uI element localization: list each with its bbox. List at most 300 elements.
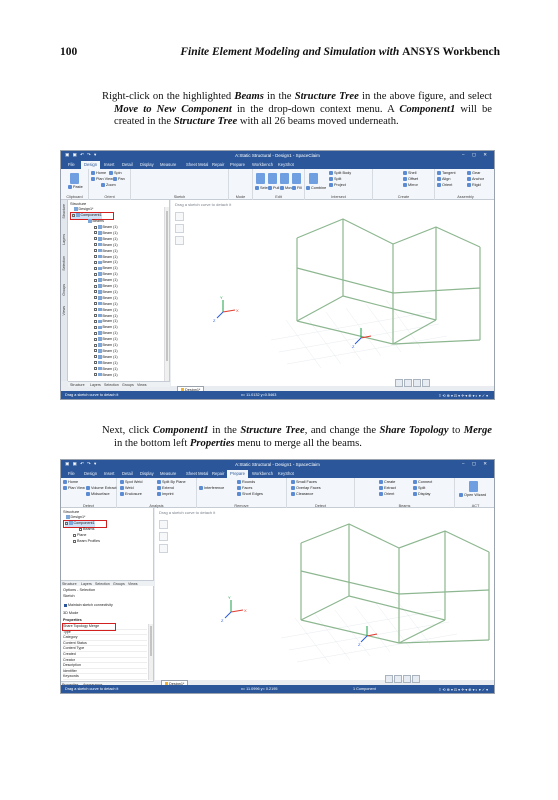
ribbon-group-label: Orient [104,195,115,199]
tree-root[interactable]: Design1* [66,515,85,522]
anchor-button[interactable]: Anchor [467,177,484,181]
property-row[interactable]: Content Type [63,646,147,652]
tree-plane[interactable]: Plane [73,533,86,540]
beam-icon [98,225,102,229]
quick-access-toolbar[interactable]: ▣ ▣ ↶ ↷ ▾ [65,152,98,157]
ribbon-group-label: Detect [315,504,326,508]
document-tab[interactable]: Design1* [161,680,188,686]
menu-measure[interactable]: Measure [160,471,177,476]
panel-tab-structure[interactable]: Structure [70,383,85,387]
frame-beams [301,524,489,643]
home-button[interactable]: Home [63,480,78,484]
side-tab-groups[interactable]: Groups [62,284,66,296]
window-controls[interactable]: – ▢ ✕ [461,461,490,466]
beam-icon [98,284,102,288]
side-tabs [61,200,68,381]
status-selection-count: 1 Component [353,687,376,691]
tree-beams[interactable]: Beams [88,219,104,226]
visibility-checkbox[interactable] [94,261,97,264]
beam-icon [98,302,102,306]
property-row[interactable]: Keywords [63,674,147,680]
beam-icon [98,320,102,324]
beam-label: Beam (1) [102,225,118,229]
extend-button[interactable]: Extend [157,486,174,490]
status-coordinates: x= 11.0132 y=0.5463 [241,393,277,397]
combine-icon[interactable] [309,173,318,184]
status-message: Drag a sketch curve to detach it [65,393,119,397]
visibility-checkbox[interactable] [94,302,97,305]
running-head-italic: Finite Element Modeling and Simulation with [180,46,403,58]
window-title: A:Static Structural - Design1 - SpaceClaim [235,462,320,467]
beam-label: Beam (1) [102,348,118,353]
beam-label: Beam (1) [102,254,118,259]
3d-viewport[interactable] [171,200,495,386]
svg-text:Y: Y [228,595,231,600]
3d-viewport[interactable] [155,508,495,680]
beam-label: Beam (1) [102,313,118,318]
view-tool-icon[interactable] [385,675,393,683]
visibility-checkbox[interactable] [94,273,97,276]
fill-button[interactable]: Fill [292,186,302,190]
menu-detail[interactable]: Detail [122,162,133,167]
mirror-button[interactable]: Mirror [403,183,418,187]
menu-display[interactable]: Display [140,162,154,167]
pan-button[interactable]: Pan [113,177,125,181]
visibility-checkbox[interactable] [94,226,97,229]
beam-label: Beam (1) [102,230,118,235]
panel-tabs [61,580,154,586]
ribbon-group-beams [355,478,455,509]
page-number: 100 [60,46,78,58]
property-row[interactable]: Content Status [63,641,147,647]
drag-hint: Drag a sketch curve to detach it [175,202,232,207]
view-tool-icon[interactable] [395,379,403,387]
paste-icon[interactable] [70,173,79,184]
visibility-checkbox[interactable] [94,308,97,311]
visibility-checkbox[interactable] [94,367,97,370]
beam-icon [98,278,102,282]
beam-icon [98,337,102,341]
visibility-checkbox[interactable] [94,332,97,335]
midsurface-button[interactable]: Midsurface [86,492,110,496]
visibility-checkbox[interactable] [94,243,97,246]
status-toolbar[interactable]: ⇧ ⟲ ⊕ ▾ ⊡ ▾ ✛ ▾ ⊕ ▾ ◐ ▾ ✓ ▾ [438,688,488,692]
visibility-checkbox[interactable] [79,528,82,531]
tree-root[interactable]: Design1* [74,207,93,214]
beam-label: Beam (1) [102,319,118,324]
beam-icon [98,261,102,265]
open-wizard-button[interactable]: Open Wizard [459,493,486,497]
beams-icon [88,219,92,223]
view-tool-icon[interactable] [394,675,402,683]
share-topology-row[interactable]: Share Topology Merge [63,624,147,630]
weld-button[interactable]: Weld [120,486,134,490]
create-button[interactable]: Create [379,480,395,484]
visibility-checkbox[interactable] [94,255,97,258]
beam-icon [98,296,102,300]
beam-label: Beam (1) [102,295,118,300]
beam-label: Beam (1) [102,337,118,342]
menu-bar [61,469,494,478]
beam-icon [98,367,102,371]
panel-tab-selection[interactable]: Selection [104,383,119,387]
side-tab-views[interactable]: Views [62,306,66,316]
tree-beams[interactable]: Beams [79,527,94,534]
combine-button[interactable]: Combine [306,186,326,190]
menu-workbench[interactable]: Workbench [252,162,274,167]
screenshot-structure-tree [60,150,495,400]
status-bar [61,391,494,399]
property-row[interactable]: Creator [63,658,147,664]
visibility-checkbox[interactable] [94,338,97,341]
menu-measure[interactable]: Measure [160,162,177,167]
property-row[interactable]: Identifier [63,669,147,675]
tree-component1[interactable]: Component1 [72,213,102,220]
move-icon[interactable] [280,173,289,184]
fill-icon[interactable] [292,173,301,184]
visibility-checkbox[interactable] [94,355,97,358]
screenshot-properties-merge [60,459,495,694]
visibility-checkbox[interactable] [94,320,97,323]
beam-label: Beam (1) [102,307,118,312]
options-3d-mode[interactable]: 3D Mode [63,611,79,615]
quick-access-toolbar[interactable]: ▣ ▣ ↶ ↷ ▾ [65,461,98,466]
document-tab[interactable]: Design1* [177,386,204,392]
beam-label: Beam (1) [102,366,118,371]
tree-scrollbar-thumb[interactable] [166,211,168,361]
window-controls[interactable]: – ▢ ✕ [461,152,490,157]
interference-button[interactable]: Interference [199,486,224,490]
beam-icon [98,326,102,330]
panel-tabs [68,381,170,387]
beam-icon [98,361,102,365]
visibility-checkbox[interactable] [94,349,97,352]
properties-title: Properties [63,618,82,622]
orient-button[interactable]: Orient [437,183,452,187]
panel-tab-views[interactable]: Views [128,582,138,586]
beam-icon [98,355,102,359]
view-tool-icon[interactable] [403,675,411,683]
frame-beams [297,219,480,344]
ribbon-group-intersect [305,169,373,200]
ribbon-group-label: Beams [398,504,411,508]
ribbon-group-sketch [131,169,229,200]
menu-insert[interactable]: Insert [104,162,115,167]
tangent-button[interactable]: Tangent [437,171,456,175]
visibility-checkbox[interactable] [94,279,97,282]
svg-text:X: X [236,308,239,313]
extract-button[interactable]: Extract [379,486,396,490]
view-tool-icon[interactable] [404,379,412,387]
beam-icon [98,231,102,235]
triad-icon [221,595,247,623]
svg-text:Z: Z [213,318,216,323]
panel-tab-groups[interactable]: Groups [122,383,134,387]
beam-label: Beam (1) [102,301,118,306]
panel-tab-views[interactable]: Views [137,383,147,387]
tree-beam-item[interactable] [94,373,118,380]
beam-label: Beam (1) [102,372,118,377]
ribbon-group-label: Analysis [149,504,164,508]
beam-label: Beam (1) [102,289,118,294]
tree-component1[interactable]: Component1 [65,521,95,528]
zoom-button[interactable]: Zoom [101,183,116,187]
visibility-checkbox[interactable] [94,231,97,234]
share-topology-highlight-box [62,623,116,631]
structure-tree-panel [68,200,170,381]
tree-scrollbar[interactable] [164,207,169,381]
volume-extract-button[interactable]: Volume Extract [86,486,117,490]
view-tool-icon[interactable] [422,379,430,387]
rounds-button[interactable]: Rounds [237,480,255,484]
property-row[interactable]: Description [63,663,147,669]
pull-icon[interactable] [268,173,277,184]
visibility-checkbox[interactable] [94,296,97,299]
menu-bar [61,160,494,169]
frame-structure-model [171,200,495,386]
display-button[interactable]: Display [413,492,430,496]
paragraph-text: Next, click Component1 in the Structure Tree, and change the Share Topology to Merge in the bottom left Properties menu to merge all the beams. [102,425,492,449]
panel-tab-groups[interactable]: Groups [113,582,125,586]
open-wizard-icon[interactable] [469,481,478,492]
select-button[interactable]: Select [255,186,271,190]
ribbon-group-label: Intersect [331,195,346,199]
visibility-checkbox[interactable] [94,344,97,347]
beam-label: Beam (1) [102,354,118,359]
visibility-checkbox[interactable] [94,237,97,240]
ribbon-group-label: Detect [83,504,94,508]
ribbon-group-label: Clipboard [66,195,83,199]
svg-text:X: X [244,608,247,613]
property-row[interactable]: Category [63,635,147,641]
view-tool-strip [385,670,421,678]
ribbon-group-label: Edit [275,195,282,199]
view-tool-strip [395,374,431,382]
ribbon-group-analysis [117,478,197,509]
visibility-checkbox[interactable] [94,249,97,252]
imprint-button[interactable]: Imprint [157,492,174,496]
ribbon-group-orient [89,169,131,200]
svg-text:Z: Z [352,344,355,349]
enclosure-button[interactable]: Enclosure [120,492,142,496]
side-tab-selection[interactable]: Selection [62,256,66,271]
panel-tab-layers[interactable]: Layers [81,582,92,586]
beam-icon [98,255,102,259]
beam-label: Beam (1) [102,360,118,365]
home-button[interactable]: Home [91,171,106,175]
beam-label: Beam (1) [102,278,118,283]
menu-insert[interactable]: Insert [104,471,115,476]
menu-sheet-metal[interactable]: Sheet Metal [186,162,209,167]
spin-button[interactable]: Spin [109,171,122,175]
ribbon-group-detect [61,478,117,509]
drag-hint: Drag a sketch curve to detach it [159,510,216,515]
faces-button[interactable]: Faces [237,486,252,490]
split-button[interactable]: Split [413,486,425,490]
visibility-checkbox[interactable] [73,540,76,543]
beam-icon [98,314,102,318]
orient-button[interactable]: Orient [379,492,394,496]
menu-file[interactable]: File [68,162,75,167]
clearance-button[interactable]: Clearance [291,492,313,496]
status-toolbar[interactable]: ⇧ ⟲ ⊕ ▾ ⊡ ▾ ✛ ▾ ⊕ ▾ ◐ ▾ ✓ ▾ [438,394,488,398]
ribbon-group-act [455,478,495,509]
beam-label: Beam (1) [102,266,118,271]
beam-label: Beam (1) [102,242,118,247]
beam-icon [98,249,102,253]
triad-icon [213,295,239,323]
ribbon [61,478,494,508]
menu-repair[interactable]: Repair [212,471,225,476]
move-button[interactable]: Move [280,186,294,190]
options-sketch[interactable]: Sketch [63,594,75,598]
beam-label: Beam (1) [102,236,118,241]
side-tab-structure[interactable]: Structure [62,204,66,219]
visibility-checkbox[interactable] [94,314,97,317]
menu-prepare[interactable]: Prepare [227,470,248,478]
beam-icon [98,349,102,353]
maintain-sketch-checkbox[interactable]: Maintain sketch connectivity [64,603,113,607]
split-button[interactable]: Split [329,177,341,181]
paragraph-share-topology [102,425,492,450]
rigid-button[interactable]: Rigid [467,183,481,187]
ribbon-group-remove [197,478,287,509]
menu-workbench[interactable]: Workbench [252,471,274,476]
visibility-checkbox[interactable] [94,290,97,293]
beam-label: Beam (1) [102,325,118,330]
ribbon-group-create [373,169,435,200]
left-panel [61,508,154,687]
ribbon-group-label: Remove [234,504,249,508]
property-row[interactable]: Type [63,630,147,636]
frame-structure-model [155,508,495,680]
beam-icon [98,290,102,294]
view-tool-icon[interactable] [412,675,420,683]
svg-text:Z: Z [221,618,224,623]
beam-icon [98,243,102,247]
panel-tab-layers[interactable]: Layers [90,383,101,387]
properties-scrollbar[interactable] [148,624,153,680]
ribbon-group-detect-2 [287,478,355,509]
menu-design[interactable]: Design [81,161,100,169]
view-tool-icon[interactable] [413,379,421,387]
running-head-upright: ANSYS Workbench [402,46,500,58]
visibility-checkbox[interactable] [94,267,97,270]
paragraph-text: Right-click on the highlighted Beams in the Structure Tree in the above figure, and select Move to New Component in the drop-down context menu. A Component1 will be created in the Structure Tree with all 26 beams moved underneath. [102,91,493,128]
beam-label: Beam (1) [102,331,118,336]
short-edges-button[interactable]: Short Edges [237,492,263,496]
beam-icon [98,308,102,312]
pull-button[interactable]: Pull [268,186,279,190]
window-title: A:Static Structural - Design1 - SpaceClaim [235,153,320,158]
ribbon-group-label: Assembly [457,195,474,199]
beam-icon [98,331,102,335]
properties-scrollbar-thumb[interactable] [150,626,152,656]
menu-keyshot[interactable]: KeyShot [278,162,294,167]
design-icon [74,207,78,211]
shell-button[interactable]: Shell [403,171,416,175]
menu-prepare[interactable]: Prepare [230,162,245,167]
beam-label: Beam (1) [102,272,118,277]
ribbon-group-clipboard [61,169,89,200]
ribbon-group-label: Mode [235,195,246,199]
split-by-plane-button[interactable]: Split By Plane [157,480,186,484]
window-titlebar [61,151,494,160]
paste-button[interactable]: Paste [68,185,83,189]
overlap-faces-button[interactable]: Overlap Faces [291,486,321,490]
panel-tab-structure[interactable]: Structure [62,582,77,586]
design-icon [66,515,70,519]
align-button[interactable]: Align [437,177,450,181]
panel-tab-selection[interactable]: Selection [95,582,110,586]
ribbon-group-edit [253,169,305,200]
window-titlebar [61,460,494,469]
visibility-checkbox[interactable] [94,361,97,364]
beam-label: Beam (1) [102,343,118,347]
beam-icon [98,373,102,377]
ribbon-group-label: Sketch [173,195,186,199]
menu-file[interactable]: File [68,471,75,476]
svg-text:Y: Y [220,295,223,300]
svg-text:Z: Z [358,642,361,647]
menu-keyshot[interactable]: KeyShot [278,471,294,476]
visibility-checkbox[interactable] [73,534,76,537]
beam-label: Beam (1) [102,248,118,253]
status-coordinates: x= 11.0996 y= 0.2195 [241,687,278,691]
connect-button[interactable]: Connect [413,480,432,484]
status-bar [61,685,494,693]
ribbon-group-label: Create [397,195,410,199]
beam-icon [98,343,102,347]
beam-icon [98,237,102,241]
select-icon[interactable] [256,173,265,184]
ribbon-group-assembly [435,169,495,200]
beam-label: Beam (1) [102,284,118,288]
beam-icon [98,272,102,276]
menu-sheet-metal[interactable]: Sheet Metal [186,471,209,476]
plan-view-button[interactable]: Plan View [91,177,113,181]
running-head [180,46,500,58]
gear-button[interactable]: Gear [467,171,480,175]
ribbon [61,169,494,200]
menu-repair[interactable]: Repair [212,162,225,167]
structure-panel-title: Structure [70,201,87,206]
project-button[interactable]: Project [329,183,346,187]
split-body-button[interactable]: Split Body [329,171,351,175]
menu-design[interactable]: Design [84,471,98,476]
ribbon-group-label: ACT [471,504,480,508]
frame-grid [281,598,457,664]
paragraph-beams-move [102,91,492,129]
ribbon-group-mode [229,169,253,200]
small-faces-button[interactable]: Small Faces [291,480,317,484]
spot-weld-button[interactable]: Spot Weld [120,480,142,484]
tree-beam-profiles[interactable]: Beam Profiles [73,539,100,546]
visibility-checkbox[interactable] [94,326,97,329]
menu-display[interactable]: Display [140,471,154,476]
menu-detail[interactable]: Detail [122,471,133,476]
beam-label: Beam (1) [102,260,118,265]
status-message: Drag a sketch curve to detach it [65,687,119,691]
visibility-checkbox[interactable] [94,373,97,376]
offset-button[interactable]: Offset [403,177,418,181]
structure-panel-title: Structure [63,509,80,514]
property-row[interactable]: Created [63,652,147,658]
plan-view-button[interactable]: Plan View [63,486,85,490]
visibility-checkbox[interactable] [94,285,97,288]
side-tab-layers[interactable]: Layers [62,234,66,245]
options-title: Options - Selection [63,588,96,592]
